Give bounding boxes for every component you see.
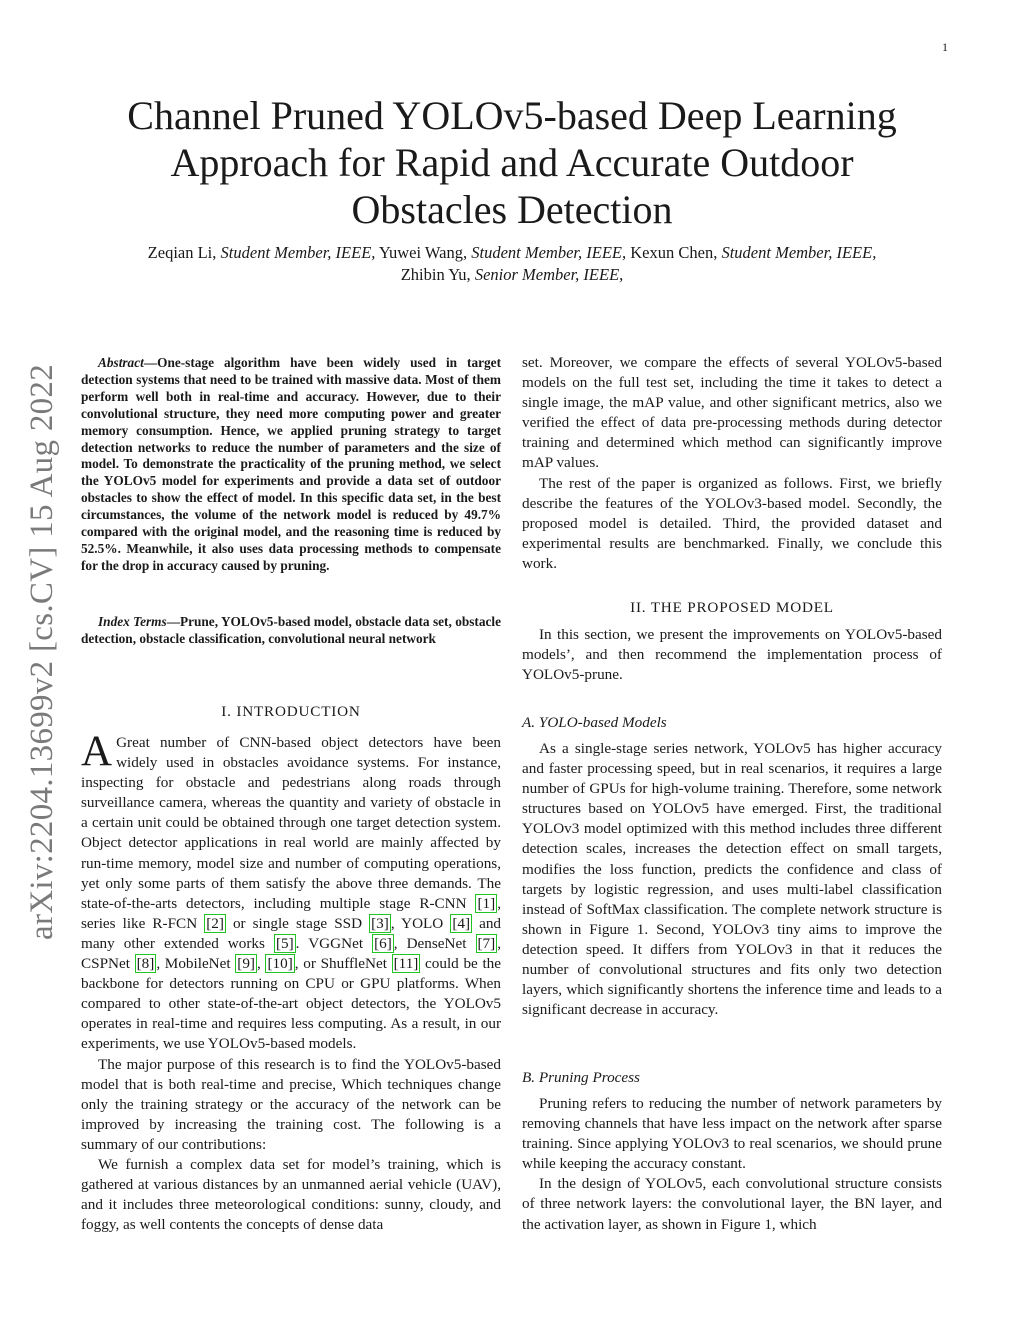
citation-link[interactable]: [9] (237, 955, 255, 973)
section-2-paragraph: In this section, we present the improvements on YOLOv5-based models’, and then recommend the implementation process of YOLOv5-prune. (522, 626, 942, 684)
section-heading-proposed-model: II. THE PROPOSED MODEL (630, 599, 834, 616)
paper-title: Channel Pruned YOLOv5-based Deep Learning Approach for Rapid and Accurate Outdoor Obstacles Detection (127, 93, 897, 232)
author-role: Student Member, IEEE, (721, 243, 877, 262)
subsection-b-paragraph-2: In the design of YOLOv5, each convolutional structure consists of three network layers: the convolutional layer, the BN layer, and the activation layer, as shown in Figure 1, which (522, 1175, 942, 1233)
abstract (81, 355, 501, 575)
abstract-text: —One-stage algorithm have been widely used in target detection systems that need to be trained with massive data. Most of them perform well both in real-time and accuracy. However, due to their convolutional structure, they need more computing power and greater memory consumption. Hence, we applied pruning strategy to target detection networks to reduce the number of parameters and the size of model. To demonstrate the practicality of the pruning method, we select the YOLOv5 model for experiments and provide a data set of outdoor obstacles to show the effect of model. In this specific data set, in the best circumstances, the volume of the network model is reduced by 49.7% compared with the original model, and the reasoning time is reduced by 52.5%. Meanwhile, it also uses data processing methods to compensate for the drop in accuracy caused by pruning. (81, 355, 501, 573)
author-name: Yuwei Wang, (378, 243, 468, 262)
index-terms (81, 614, 501, 648)
intro-paragraph-2: The major purpose of this research is to find the YOLOv5-based model that is both real-time and precise, Which techniques change only the training strategy or the accuracy of the network can be improved by increasing the training cost. The following is a summary of our contributions: (81, 1055, 501, 1153)
introduction-body (81, 728, 502, 1235)
author-name: Zhibin Yu, (400, 265, 471, 284)
author-role: Senior Member, IEEE, (474, 265, 624, 284)
index-terms-text: —Prune, YOLOv5-based model, obstacle data set, obstacle detection, obstacle classification, convolutional neural network (81, 614, 501, 646)
citation-link[interactable]: [3] (371, 914, 389, 932)
intro-paragraph-3: We furnish a complex data set for model’s training, which is gathered at various distances by an unmanned aerial vehicle (UAV), and it includes three meteorological conditions: sunny, cloudy, and foggy, as well contents the concepts of dense data (81, 1155, 501, 1234)
citation-link[interactable]: [2] (206, 914, 224, 932)
drop-cap: A (81, 728, 113, 775)
citation-link[interactable]: [8] (136, 955, 155, 973)
intro-paragraph-1: A Great number of CNN-based object detectors have been widely used in obstacles avoidance systems. For instance, inspecting for obstacle and pedestrians along roads through surveillance camera, whereas the quantity and variety of obstacle in a certain unit could be obtained through one target detection system. Object detector applications in real world are mainly affected by run-time memory, model size and number of computing operations, yet only some parts of them satisfy the above three demands. The state-of-the-arts detectors, including multiple stage R-CNN [1] , series like R-FCN [2] or single stage SSD [3] , YOLO [4] and many other extended works [5] . VGGNet [6] , DenseNet [7] , CSPNet [8] , MobileNet [9] , [10] , or ShuffleNet [11] could be the backbone for detectors running on CPU or GPU platforms. When compared to other state-of-the-art object detectors, the YOLOv5 operates in real-time and requires less computing. As a result, in our experiments, we use YOLOv5-based models. (81, 728, 502, 1053)
citation-link[interactable]: [1] (477, 894, 496, 912)
subsection-heading-yolo-models: A. YOLO-based Models (522, 714, 667, 731)
citation-link[interactable]: [4] (452, 914, 471, 932)
author-role: Student Member, IEEE, (220, 243, 376, 262)
subsection-b-body (522, 1094, 942, 1235)
right-column-intro (522, 353, 942, 574)
subsection-a-paragraph: As a single-stage series network, YOLOv5 has higher accuracy and faster processing speed, but in real scenarios, it requires a large number of GPUs for high-volume training. Therefore, some network structures based on YOLOv5 have emerged. First, the traditional YOLOv3 model optimized with this method includes three different detection scales, increases the detection effect on small targets, modifies the loss function, predicts the confidence and class of targets by logistic regression, and uses multi-label classification instead of SoftMax classification. The complete network structure is shown in Figure 1. Second, YOLOv3 tiny aims to improve the detection speed. It differs from YOLOv3 in that it reduces the number of convolutional structures and fits only two detection layers, which significantly shortens the inference time and leads to a significant decrease in accuracy. (522, 740, 942, 1019)
arxiv-stamp: arXiv:2204.13699v2 [cs.CV] 15 Aug 2022 (24, 363, 60, 940)
citation-link[interactable]: [10] (267, 955, 293, 973)
author-role: Student Member, IEEE, (471, 243, 627, 262)
citation-link[interactable]: [6] (374, 934, 392, 952)
citation-link[interactable]: [5] (275, 934, 294, 952)
citation-link[interactable]: [11] (393, 955, 419, 973)
subsection-b-paragraph-1: Pruning refers to reducing the number of network parameters by removing channels that have less impact on the network after sparse training. Since applying YOLOv3 to real scenarios, we should prune while keeping the accuracy constant. (522, 1095, 942, 1173)
paper-organization-paragraph: The rest of the paper is organized as follows. First, we briefly describe the features of the YOLOv3-based model. Secondly, the proposed model is detailed. Third, the provided dataset and experimental results are benchmarked. Finally, we conclude this work. (522, 474, 942, 572)
intro-continued-paragraph: set. Moreover, we compare the effects of several YOLOv5-based models on the full test set, including the time it takes to detect a single image, the mAP value, and other significant metrics, also we verified the effect of data pre-processing methods during detector training and determined which method can significantly improve mAP values. (522, 354, 942, 472)
section-2-body (522, 625, 942, 685)
section-heading-introduction: I. INTRODUCTION (221, 703, 361, 720)
abstract-label: Abstract (98, 355, 144, 370)
author-name: Zeqian Li, (147, 243, 217, 262)
citation-link[interactable]: [7] (477, 934, 496, 952)
author-name: Kexun Chen, (630, 243, 718, 262)
subsection-heading-pruning-process: B. Pruning Process (522, 1069, 640, 1086)
index-terms-label: Index Terms (98, 614, 167, 629)
page-number: 1 (942, 40, 948, 54)
subsection-a-body (522, 739, 942, 1020)
author-list (80, 242, 944, 286)
